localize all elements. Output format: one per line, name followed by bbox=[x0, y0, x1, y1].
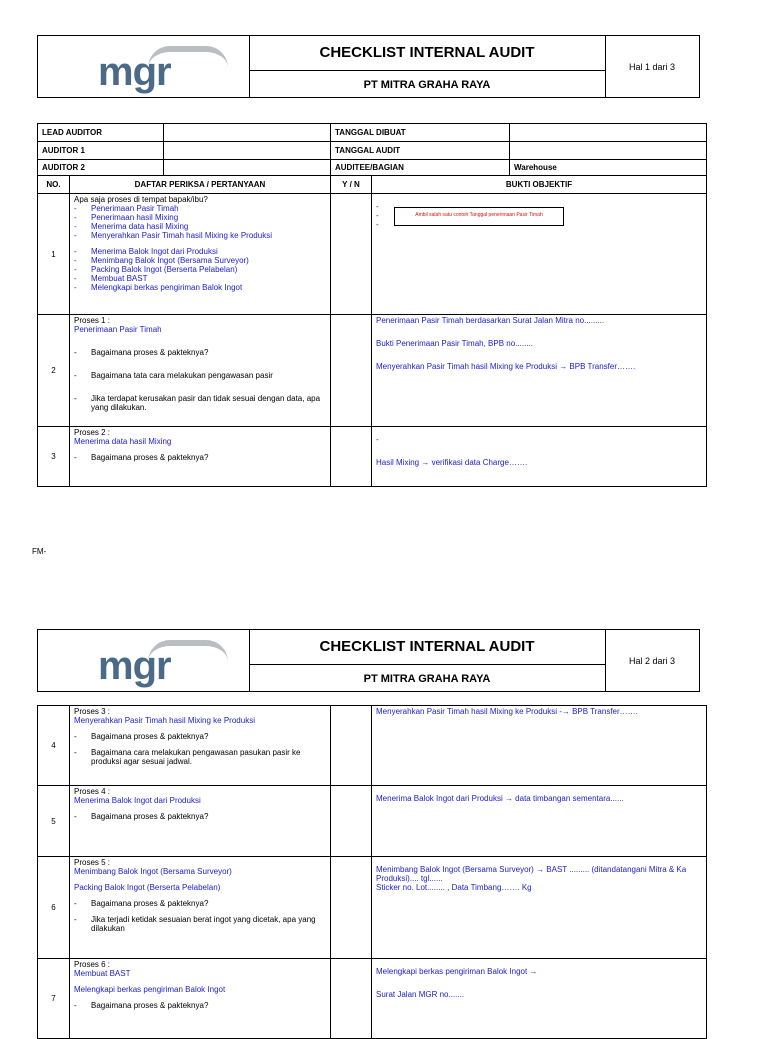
evidence-cell[interactable]: Melengkapi berkas pengiriman Balok Ingot → Surat Jalan MGR no....... bbox=[372, 959, 707, 1039]
question-cell: Proses 2 : Menerima data hasil Mixing - Bagaimana proses & pakteknya? bbox=[70, 427, 331, 487]
process-name: Packing Balok Ingot (Berserta Pelabelan) bbox=[74, 883, 221, 892]
question-cell: Proses 4 : Menerima Balok Ingot dari Produksi - Bagaimana proses & pakteknya? bbox=[70, 786, 331, 857]
page2-header bbox=[37, 629, 700, 692]
question-item: - Bagaimana proses & pakteknya? bbox=[74, 348, 209, 357]
list-item: - Penerimaan Pasir Timah bbox=[74, 204, 179, 213]
yn-cell[interactable] bbox=[331, 857, 372, 959]
list-item: - Penerimaan hasil Mixing bbox=[74, 213, 179, 222]
evidence-cell[interactable]: Menimbang Balok Ingot (Bersama Surveyor) → BAST ......... (ditandatangani Mitra & Ka Produksi).... tgl...... Sticker no. Lot........ , Data Timbang……. Kg bbox=[372, 857, 707, 959]
table-row bbox=[38, 194, 707, 315]
company-name: PT MITRA GRAHA RAYA bbox=[363, 673, 491, 685]
company-name: PT MITRA GRAHA RAYA bbox=[363, 79, 491, 91]
audit-table-page1 bbox=[37, 123, 707, 487]
yn-cell[interactable] bbox=[331, 706, 372, 786]
page-number: Hal 2 dari 3 bbox=[628, 656, 676, 666]
question-cell: Proses 6 : Membuat BAST Melengkapi berkas pengiriman Balok Ingot - Bagaimana proses & pakteknya? bbox=[70, 959, 331, 1039]
company-logo bbox=[38, 630, 250, 691]
question-item: - Bagaimana proses & pakteknya? bbox=[74, 453, 209, 462]
yn-cell[interactable] bbox=[331, 194, 372, 315]
question-item: - Jika terdapat kerusakan pasir dan tidak sesuai dengan data, apa yang dilakukan. bbox=[74, 394, 321, 412]
process-name: Menerima data hasil Mixing bbox=[74, 437, 172, 446]
evidence-cell[interactable]: - - - bbox=[372, 194, 707, 315]
process-name: Menimbang Balok Ingot (Bersama Surveyor) bbox=[74, 867, 232, 876]
auditor1-label: AUDITOR 1 bbox=[38, 142, 164, 160]
page-number: Hal 1 dari 3 bbox=[628, 62, 676, 72]
auditee-value[interactable]: Warehouse bbox=[510, 160, 707, 176]
col-header-bukti: BUKTI OBJEKTIF bbox=[372, 176, 707, 194]
document-title: CHECKLIST INTERNAL AUDIT bbox=[249, 630, 605, 665]
table-row bbox=[38, 857, 707, 959]
process-name: Membuat BAST bbox=[74, 969, 131, 978]
auditor2-label: AUDITOR 2 bbox=[38, 160, 164, 176]
table-row bbox=[38, 315, 707, 427]
table-row bbox=[38, 786, 707, 857]
question-item: - Bagaimana proses & pakteknya? bbox=[74, 899, 209, 908]
question-item: - Bagaimana proses & pakteknya? bbox=[74, 732, 209, 741]
auditor2-field[interactable] bbox=[164, 160, 331, 176]
logo-text: mgr bbox=[98, 644, 171, 688]
table-row bbox=[38, 706, 707, 786]
table-row bbox=[38, 959, 707, 1039]
process-name: Melengkapi berkas pengiriman Balok Ingot bbox=[74, 985, 226, 994]
evidence-cell[interactable]: Penerimaan Pasir Timah berdasarkan Surat Jalan Mitra no......... Bukti Penerimaan Pasir Timah, BPB no........ Menyerahkan Pasir Timah hasil Mixing ke Produksi → BPB Transfer……. bbox=[372, 315, 707, 427]
list-item: - Membuat BAST bbox=[74, 274, 148, 283]
col-header-yn: Y / N bbox=[331, 176, 372, 194]
question-cell: Proses 1 : Penerimaan Pasir Timah - Bagaimana proses & pakteknya? - Bagaimana tata cara melakukan pengawasan pasir - Jika terdapat kerusakan pasir dan tidak sesuai dengan data, apa yang dilakukan. bbox=[70, 315, 331, 427]
question-item: - Bagaimana cara melakukan pengawasan pasukan pasir ke produksi agar sesuai jadwal. bbox=[74, 748, 301, 766]
tanggal-audit-label: TANGGAL AUDIT bbox=[331, 142, 510, 160]
form-code: FM- bbox=[32, 547, 47, 556]
yn-cell[interactable] bbox=[331, 315, 372, 427]
question-cell bbox=[70, 194, 331, 315]
evidence-cell[interactable]: Menyerahkan Pasir Timah hasil Mixing ke Produksi -→ BPB Transfer……. bbox=[372, 706, 707, 786]
question-item: - Bagaimana tata cara melakukan pengawasan pasir bbox=[74, 371, 273, 380]
question-item: - Bagaimana proses & pakteknya? bbox=[74, 812, 209, 821]
tanggal-dibuat-label: TANGGAL DIBUAT bbox=[331, 124, 510, 142]
row-number: 2 bbox=[38, 315, 70, 427]
lead-auditor-label: LEAD AUDITOR bbox=[38, 124, 164, 142]
row-number: 1 bbox=[38, 194, 70, 315]
list-item: - Menerima data hasil Mixing bbox=[74, 222, 189, 231]
question-text: Apa saja proses di tempat bapak/ibu? bbox=[74, 195, 208, 204]
document-title: CHECKLIST INTERNAL AUDIT bbox=[249, 36, 605, 71]
process-name: Menyerahkan Pasir Timah hasil Mixing ke Produksi bbox=[74, 716, 255, 725]
annotation-note: Ambil salah satu contoh Tanggal penerimaan Pasir Timah bbox=[394, 207, 564, 226]
process-name: Penerimaan Pasir Timah bbox=[74, 325, 162, 334]
row-number: 6 bbox=[38, 857, 70, 959]
page1-header bbox=[37, 35, 700, 98]
list-item: - Melengkapi berkas pengiriman Balok Ingot bbox=[74, 283, 243, 292]
company-logo bbox=[38, 36, 250, 97]
evidence-cell[interactable]: - Hasil Mixing → verifikasi data Charge……. bbox=[372, 427, 707, 487]
list-item: - Menyerahkan Pasir Timah hasil Mixing ke Produksi bbox=[74, 231, 272, 240]
table-row bbox=[38, 427, 707, 487]
logo-text: mgr bbox=[98, 50, 171, 94]
col-header-no: NO. bbox=[38, 176, 70, 194]
auditee-label: AUDITEE/BAGIAN bbox=[331, 160, 510, 176]
evidence-cell[interactable]: Menerima Balok Ingot dari Produksi → data timbangan sementara...... bbox=[372, 786, 707, 857]
row-number: 5 bbox=[38, 786, 70, 857]
tanggal-dibuat-field[interactable] bbox=[510, 124, 707, 142]
auditor1-field[interactable] bbox=[164, 142, 331, 160]
question-item: - Bagaimana proses & pakteknya? bbox=[74, 1001, 209, 1010]
yn-cell[interactable] bbox=[331, 959, 372, 1039]
yn-cell[interactable] bbox=[331, 786, 372, 857]
question-cell: Proses 5 : Menimbang Balok Ingot (Bersama Surveyor) Packing Balok Ingot (Berserta Pelabelan) - Bagaimana proses & pakteknya? - Jika terjadi ketidak sesuaian berat ingot yang dicetak, apa yang dilakukan bbox=[70, 857, 331, 959]
question-item: - Jika terjadi ketidak sesuaian berat ingot yang dicetak, apa yang dilakukan bbox=[74, 915, 316, 933]
list-item: - Packing Balok Ingot (Berserta Pelabelan) bbox=[74, 265, 238, 274]
row-number: 4 bbox=[38, 706, 70, 786]
lead-auditor-field[interactable] bbox=[164, 124, 331, 142]
audit-table-page2 bbox=[37, 705, 707, 1039]
yn-cell[interactable] bbox=[331, 427, 372, 487]
list-item: - Menerima Balok Ingot dari Produksi bbox=[74, 247, 218, 256]
question-cell: Proses 3 : Menyerahkan Pasir Timah hasil Mixing ke Produksi - Bagaimana proses & pakteknya? - Bagaimana cara melakukan pengawasan pasukan pasir ke produksi agar sesuai jadwal. bbox=[70, 706, 331, 786]
list-item: - Menimbang Balok Ingot (Bersama Surveyor) bbox=[74, 256, 249, 265]
row-number: 7 bbox=[38, 959, 70, 1039]
row-number: 3 bbox=[38, 427, 70, 487]
tanggal-audit-field[interactable] bbox=[510, 142, 707, 160]
process-name: Menerima Balok Ingot dari Produksi bbox=[74, 796, 201, 805]
col-header-daftar: DAFTAR PERIKSA / PERTANYAAN bbox=[70, 176, 331, 194]
